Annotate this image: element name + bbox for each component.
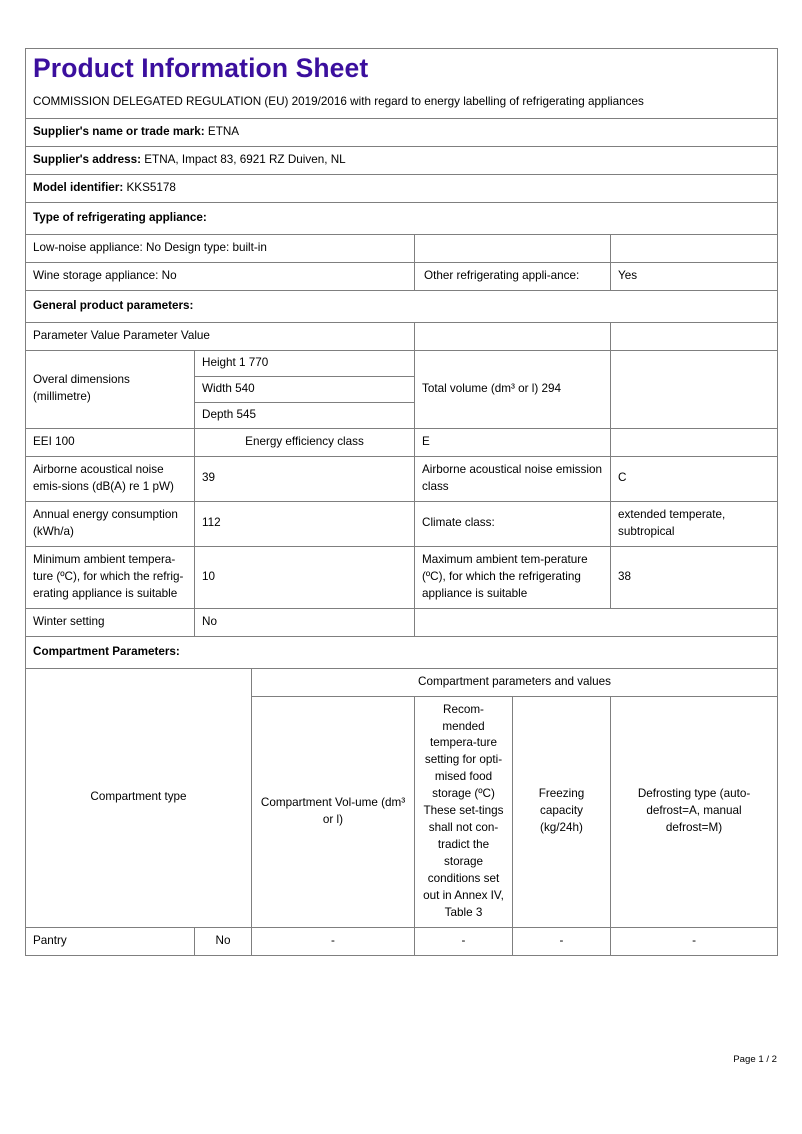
general-section-row	[26, 291, 778, 323]
low-noise-blank-cell-2	[611, 235, 778, 263]
compartment-freezing-header: Freezing capacity (kg/24h)	[513, 696, 611, 928]
compartment-group-header-row	[26, 668, 778, 696]
winter-setting-blank-cell	[415, 608, 778, 636]
compartment-temperature-header-note: These set-tings shall not con-tradict the storage conditions set out in Annex IV, Table 3	[423, 804, 504, 920]
annual-energy-label: Annual energy consumption (kWh/a)	[26, 501, 195, 546]
supplier-address-value: ETNA, Impact 83, 6921 RZ Duiven, NL	[144, 153, 346, 167]
min-ambient-temperature-label: Minimum ambient tempera-ture (ºC), for which the refrig-erating appliance is suitable	[26, 546, 195, 608]
supplier-address-row	[26, 147, 778, 175]
winter-setting-row	[26, 608, 778, 636]
product-information-sheet-table	[25, 48, 778, 956]
table-row	[26, 928, 778, 956]
supplier-address-cell	[26, 147, 778, 175]
model-identifier-row	[26, 175, 778, 203]
general-section-label: General product parameters:	[26, 291, 778, 323]
eei-label: EEI 100	[26, 428, 195, 456]
winter-setting-value: No	[195, 608, 415, 636]
annual-energy-value: 112	[195, 501, 415, 546]
dimensions-blank-cell	[611, 350, 778, 428]
dimension-width-value: 540	[235, 381, 255, 395]
ambient-temperature-row	[26, 546, 778, 608]
supplier-name-label: Supplier's name or trade mark:	[33, 125, 205, 139]
dimension-height-cell	[195, 350, 415, 376]
model-identifier-cell	[26, 175, 778, 203]
page-title: Product Information Sheet	[33, 53, 369, 83]
climate-class-value: extended temperate, subtropical	[611, 501, 778, 546]
total-volume-cell: Total volume (dm³ or l) 294	[415, 350, 611, 428]
eei-row	[26, 428, 778, 456]
compartment-type-header: Compartment type	[26, 668, 252, 928]
parameter-value-header-cell: Parameter Value Parameter Value	[26, 323, 415, 351]
compartment-row-temperature: -	[415, 928, 513, 956]
compartment-temperature-header	[415, 696, 513, 928]
header-row	[26, 49, 778, 119]
dimension-depth-cell	[195, 402, 415, 428]
airborne-noise-class-label: Airborne acoustical noise emission class	[415, 456, 611, 501]
other-appliance-label: Other refrigerating appli-ance:	[415, 263, 611, 291]
max-ambient-temperature-value: 38	[611, 546, 778, 608]
wine-storage-cell: Wine storage appliance: No	[26, 263, 415, 291]
model-identifier-label: Model identifier:	[33, 181, 124, 195]
min-ambient-temperature-value: 10	[195, 546, 415, 608]
parameter-value-blank-1	[415, 323, 611, 351]
compartment-row-freezing: -	[513, 928, 611, 956]
energy-efficiency-class-value: E	[415, 428, 611, 456]
parameter-value-header-row	[26, 323, 778, 351]
dimensions-label: Overal dimensions (millimetre)	[26, 350, 195, 428]
parameter-value-blank-2	[611, 323, 778, 351]
compartment-section-row	[26, 636, 778, 668]
wine-storage-row	[26, 263, 778, 291]
compartment-row-defrosting: -	[611, 928, 778, 956]
airborne-noise-value: 39	[195, 456, 415, 501]
supplier-name-value: ETNA	[207, 125, 240, 139]
appliance-type-section-label: Type of refrigerating appliance:	[26, 203, 778, 235]
low-noise-blank-cell	[415, 235, 611, 263]
appliance-type-section-row	[26, 203, 778, 235]
max-ambient-temperature-label: Maximum ambient tem-perature (ºC), for which the refrigerating appliance is suitable	[415, 546, 611, 608]
compartment-volume-header: Compartment Vol-ume (dm³ or l)	[252, 696, 415, 928]
dimension-width-name: Width	[202, 381, 232, 395]
airborne-noise-class-value: C	[611, 456, 778, 501]
low-noise-row	[26, 235, 778, 263]
compartment-row-type: Pantry	[26, 928, 195, 956]
dimension-depth-value: 545	[236, 407, 256, 421]
document-page	[25, 48, 777, 956]
supplier-address-label: Supplier's address:	[33, 153, 142, 167]
compartment-section-label: Compartment Parameters:	[26, 636, 778, 668]
supplier-name-row	[26, 119, 778, 147]
compartment-values-group-header: Compartment parameters and values	[252, 668, 778, 696]
supplier-name-cell	[26, 119, 778, 147]
airborne-noise-label: Airborne acoustical noise emis-sions (dB(A) re 1 pW)	[26, 456, 195, 501]
annual-energy-row	[26, 501, 778, 546]
dimension-height-value: 1 770	[239, 355, 269, 369]
compartment-temperature-header-main: Recom-mended tempera-ture setting for opti-mised food storage (ºC)	[424, 702, 503, 801]
dimension-height-name: Height	[202, 355, 236, 369]
document-header-cell	[26, 49, 778, 119]
compartment-row-volume: -	[252, 928, 415, 956]
dimension-width-cell	[195, 376, 415, 402]
compartment-defrosting-header: Defrosting type (auto-defrost=A, manual defrost=M)	[611, 696, 778, 928]
document-subtitle: COMMISSION DELEGATED REGULATION (EU) 2019/2016 with regard to energy labelling of refrigerating appliances	[33, 94, 644, 108]
winter-setting-label: Winter setting	[26, 608, 195, 636]
airborne-noise-row	[26, 456, 778, 501]
compartment-row-present: No	[195, 928, 252, 956]
dimension-depth-name: Depth	[202, 407, 234, 421]
model-identifier-value: KKS5178	[126, 181, 176, 195]
low-noise-cell: Low-noise appliance: No Design type: built-in	[26, 235, 415, 263]
climate-class-label: Climate class:	[415, 501, 611, 546]
dimensions-height-row	[26, 350, 778, 376]
eei-blank-cell	[611, 428, 778, 456]
page-footer: Page 1 / 2	[733, 1054, 777, 1065]
energy-efficiency-class-label: Energy efficiency class	[195, 428, 415, 456]
other-appliance-value: Yes	[611, 263, 778, 291]
